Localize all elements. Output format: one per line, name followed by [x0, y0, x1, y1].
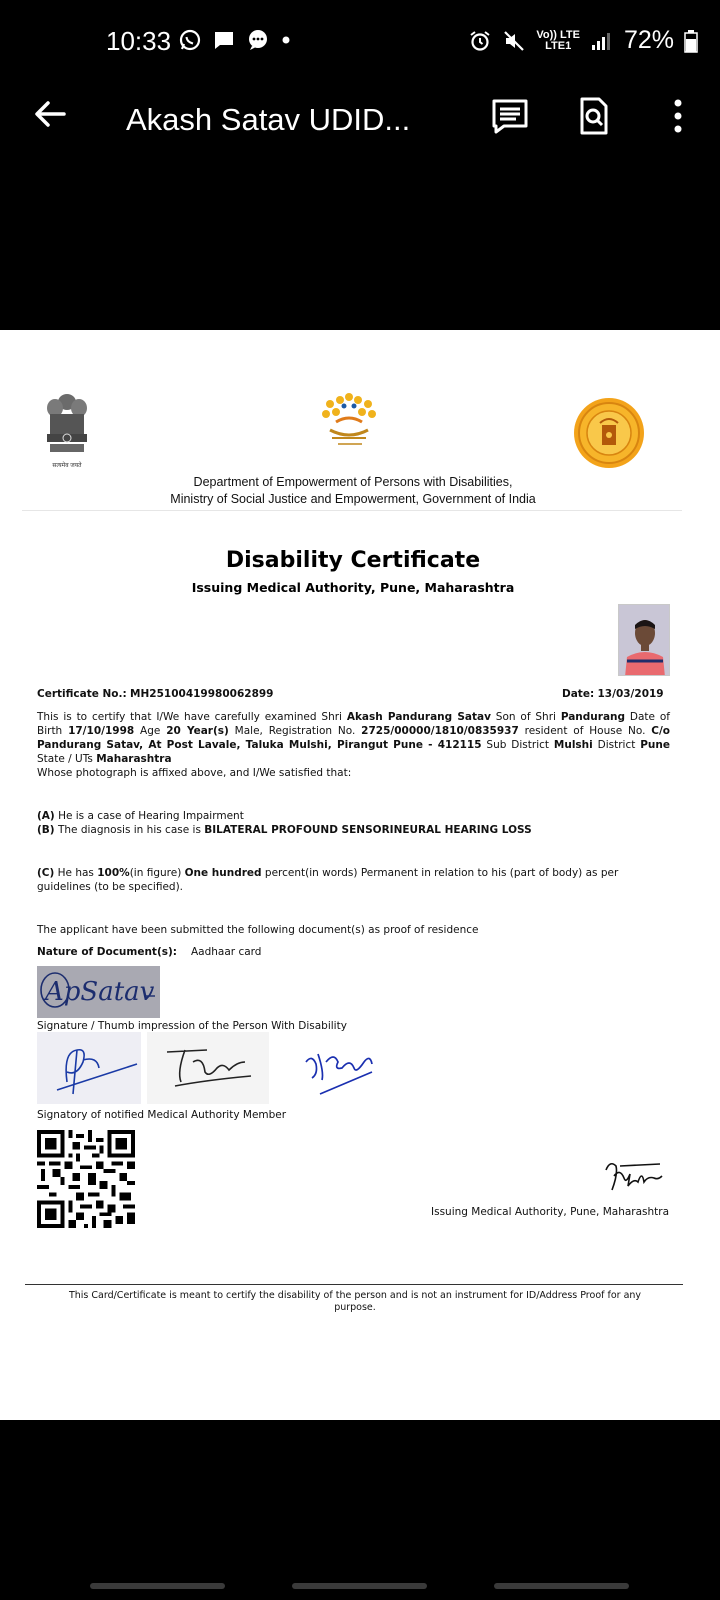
- back-arrow-icon[interactable]: [30, 94, 70, 134]
- clause-c: (C) He has 100%(in figure) One hundred percent(in words) Permanent in relation to his (part of body) as per guidelines (to be specified).: [37, 867, 619, 893]
- nav-back-button[interactable]: [494, 1583, 629, 1589]
- status-time: 10:33: [106, 26, 172, 56]
- signatory-caption: Signatory of notified Medical Authority Member: [37, 1109, 287, 1121]
- applicant-photo: [618, 604, 670, 676]
- sugamya-bharat-logo: [316, 392, 382, 452]
- message-icon: [212, 28, 236, 52]
- more-notifications-dot-icon: [280, 28, 292, 52]
- certificate-date-line: Date: 13/03/2019: [562, 688, 664, 700]
- certificate-subtitle: Issuing Medical Authority, Pune, Maharashtra: [191, 580, 515, 595]
- certificate-title: Disability Certificate: [225, 548, 481, 573]
- disability-percent: 100%: [97, 867, 130, 879]
- signature-image: [37, 966, 160, 1018]
- document-type: Aadhaar card: [191, 946, 262, 958]
- national-emblem: [44, 392, 90, 470]
- photograph-statement: Whose photograph is affixed above, and I/We satisfied that:: [37, 767, 352, 779]
- battery-percent: 72%: [623, 26, 674, 54]
- battery-icon: [684, 29, 698, 53]
- dept-line-1: Department of Empowerment of Persons with Disabilities,: [193, 475, 513, 489]
- nav-home-button[interactable]: [292, 1583, 427, 1589]
- clause-a: (A) He is a case of Hearing Impairment: [37, 810, 244, 822]
- issuing-authority-caption: Issuing Medical Authority, Pune, Maharashtra: [431, 1206, 670, 1218]
- comments-icon[interactable]: [490, 96, 530, 136]
- date-of-birth: 17/10/1998: [68, 725, 135, 737]
- header-divider: [22, 510, 682, 511]
- state: Maharashtra: [96, 753, 172, 765]
- status-bar: [0, 0, 720, 88]
- status-right: [468, 26, 698, 55]
- ashoka-emblem-icon: [44, 392, 90, 456]
- issuing-authority-signature: [600, 1156, 664, 1196]
- certification-paragraph: This is to certify that I/We have carefully examined Shri Akash Pandurang Satav Son of Shri Pandurang Date of Birth 17/10/1998 Age 20 Year(s) Male, Registration No. 2725/00000/1810/0835937 resident of House No. C/o Pandurang Satav, At Post Lavale, Taluka Mulshi, Pirangut Pune - 412115 Sub District Mulshi District Pune State / UTs Maharashtra: [37, 711, 671, 765]
- signal-icon: [590, 29, 614, 53]
- age: 20 Year(s): [166, 725, 229, 737]
- notification-icons: [178, 28, 292, 52]
- footer-disclaimer: This Card/Certificate is meant to certify the disability of the person and is not an instrument for ID/Address Proof for any purpose.: [68, 1290, 642, 1313]
- maharashtra-seal: [572, 397, 646, 469]
- diagnosis: BILATERAL PROFOUND SENSORINEURAL HEARING LOSS: [204, 824, 532, 836]
- applicant-name: Akash Pandurang Satav: [346, 711, 491, 723]
- emblem-caption: सत्यमेव जयते: [52, 463, 82, 469]
- qr-code-icon: [37, 1130, 135, 1228]
- dept-line-2: Ministry of Social Justice and Empowerment, Government of India: [170, 492, 536, 506]
- signatory-signature-2: [147, 1032, 269, 1104]
- registration-number: 2725/00000/1810/0835937: [361, 725, 519, 737]
- signatory-signature-3: [300, 1040, 380, 1098]
- person-photo-icon: [619, 605, 670, 676]
- address: C/o Pandurang Satav, At Post Lavale, Taluka Mulshi, Pirangut Pune - 412115: [37, 725, 671, 751]
- chat-bubble-icon: [246, 28, 270, 52]
- footer-divider: [25, 1284, 683, 1285]
- whatsapp-icon: [178, 28, 202, 52]
- more-options-icon[interactable]: [658, 96, 698, 136]
- mute-icon: [502, 29, 526, 53]
- signature-caption: Signature / Thumb impression of the Person With Disability: [37, 1020, 347, 1032]
- find-in-document-icon[interactable]: [574, 96, 614, 136]
- applicant-signature: [37, 966, 160, 1018]
- certificate-number: MH25100419980062899: [130, 688, 274, 700]
- signatory-signature-1: [37, 1032, 141, 1104]
- signature-scribble-1: [37, 1032, 141, 1104]
- svg-text:ApSatav: ApSatav: [45, 977, 155, 1007]
- clause-b: (B) The diagnosis in his case is BILATERAL PROFOUND SENSORINEURAL HEARING LOSS: [37, 824, 532, 836]
- alarm-icon: [468, 29, 492, 53]
- certificate-number-line: Certificate No.: MH25100419980062899: [37, 688, 274, 700]
- father-name: Pandurang: [560, 711, 626, 723]
- sub-district: Mulshi: [553, 739, 593, 751]
- nature-of-documents: Nature of Document(s): Aadhaar card: [37, 946, 262, 958]
- document-title: Akash Satav UDID...: [126, 102, 411, 137]
- district: Pune: [640, 739, 671, 751]
- signature-scribble-2: [147, 1032, 269, 1104]
- certificate-date: 13/03/2019: [597, 688, 664, 700]
- network-indicator: Vo)) LTE LTE1: [536, 28, 580, 52]
- nav-recents-button[interactable]: [90, 1583, 225, 1589]
- residence-statement: The applicant have been submitted the following document(s) as proof of residence: [37, 924, 479, 936]
